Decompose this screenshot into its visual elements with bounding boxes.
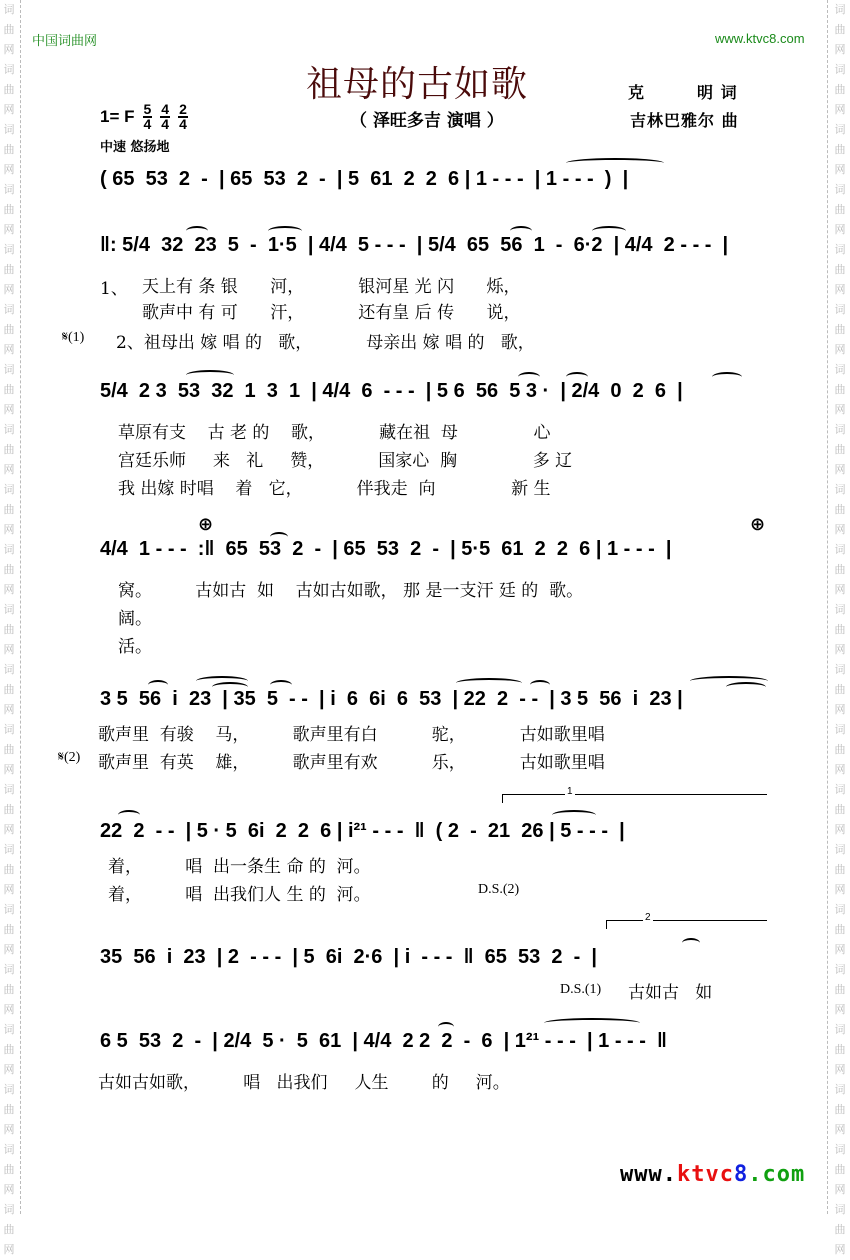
coda-icon: ⊕	[198, 514, 214, 535]
watermark-text: 词 曲 网	[3, 303, 15, 356]
ds-1-label: D.S.(1)	[560, 982, 602, 997]
volta-bracket-2: 2	[606, 920, 767, 929]
notation-line: 35 56 i 23 | 2 - - - | 5 6i 2·6 | i - - - ‖ 65 53 2 - |	[100, 946, 597, 968]
lyric-line-1: 着， 唱 出一条生 命 的 河。	[108, 857, 371, 877]
watermark-text: 词 曲 网	[3, 783, 15, 836]
lyric-line-1: 窝。 古如古 如 古如古如歌， 那 是一支汗 廷 的 歌。	[118, 581, 584, 601]
watermark-text: 词 曲 网	[834, 543, 846, 596]
lyric-line-1: 天上有 条 银 河， 银河星 光 闪 烁，	[142, 277, 521, 297]
lyric-line-3: 2、祖母出 嫁 唱 的 歌， 母亲出 嫁 唱 的 歌，	[116, 333, 535, 353]
watermark-text: 词 曲 网	[3, 63, 15, 116]
watermark-text: 词 曲 网	[834, 783, 846, 836]
footer-site-url[interactable]: www.ktvc8.com	[620, 1162, 806, 1187]
watermark-text: 词 曲 网	[834, 63, 846, 116]
watermark-text: 词 曲 网	[834, 1203, 846, 1256]
watermark-text: 词 曲 网	[834, 1023, 846, 1076]
watermark-text: 词 曲 网	[3, 543, 15, 596]
left-watermark-strip	[0, 0, 21, 1256]
watermark-text: 词 曲 网	[3, 603, 15, 656]
watermark-text: 词 曲 网	[834, 363, 846, 416]
watermark-text: 词 曲 网	[834, 303, 846, 356]
slur-arc	[726, 682, 766, 692]
tie-arc	[544, 1018, 640, 1028]
time-signature-5-4: $\frac{5}{4}$	[143, 101, 152, 132]
lyric-line-3: 我 出嫁 时唱 着 它， 伴我走 向 新 生	[118, 479, 551, 499]
watermark-text: 词 曲 网	[834, 483, 846, 536]
lyric-line-1: 古如古如歌， 唱 出我们 人生 的 河。	[98, 1073, 510, 1093]
performer: （ 泽旺多吉 演唱 ）	[350, 111, 504, 131]
watermark-text: 词 曲 网	[3, 123, 15, 176]
lyric-line-2: 阔。	[118, 609, 152, 629]
watermark-text: 词 曲 网	[3, 183, 15, 236]
volta-bracket-1: 1	[502, 794, 767, 803]
page-title: 祖母的古如歌	[306, 64, 529, 105]
slur-arc	[682, 938, 700, 948]
ds-2-label: D.S.(2)	[478, 882, 520, 897]
watermark-text: 词 曲 网	[3, 663, 15, 716]
notation-line: ‖: 5/4 32 23 5 - 1·5 | 4/4 5 - - - | 5/4 65 56 1 - 6·2 | 4/4 2 - - - |	[100, 234, 729, 256]
lyricist-credit	[628, 80, 738, 103]
watermark-text: 词 曲 网	[3, 903, 15, 956]
notation-line: 6 5 53 2 - | 2/4 5 · 5 61 | 4/4 2 2 2 - 6 | 1²¹ - - - | 1 - - - ‖	[100, 1030, 667, 1052]
site-url[interactable]: www.ktvc8.com	[715, 31, 805, 46]
notation-line: 3 5 56 i 23 | 35 5 - - | i 6 6i 6 53 | 22 2 - - | 3 5 56 i 23 |	[100, 688, 683, 710]
notation-line: 22 2 - - | 5 · 5 6i 2 2 6 | i²¹ - - - ‖ ( 2 - 21 26 | 5 - - - |	[100, 820, 625, 842]
lyricist-name-1: 克	[628, 83, 646, 102]
watermark-text: 词 曲 网	[834, 903, 846, 956]
watermark-text: 词 曲 网	[3, 363, 15, 416]
tie-arc	[566, 158, 664, 168]
watermark-text: 词 曲 网	[3, 243, 15, 296]
watermark-text: 词 曲 网	[834, 3, 846, 56]
slur-arc	[552, 810, 596, 820]
time-signature-2-4: $\frac{2}{4}$	[179, 101, 187, 132]
watermark-text: 词 曲 网	[834, 1143, 846, 1196]
notation-line: 5/4 2 3 53 32 1 3 1 | 4/4 6 - - - | 5 6 56 5 3 · | 2/4 0 2 6 |	[100, 380, 683, 402]
watermark-text: 词 曲 网	[3, 843, 15, 896]
site-name: 中国词曲网	[32, 34, 98, 49]
segno-1-label: 𝄋(1)	[62, 330, 85, 345]
lyric-line-2: 着， 唱 出我们人 生 的 河。	[108, 885, 371, 905]
lyricist-name-2: 明	[697, 83, 715, 102]
lyric-line-2: 宫廷乐师 来 礼 赞， 国家心 胸 多 辽	[118, 451, 573, 471]
watermark-text: 词 曲 网	[3, 423, 15, 476]
watermark-text: 词 曲 网	[3, 483, 15, 536]
watermark-text: 词 曲 网	[834, 423, 846, 476]
time-signature-4-4: $\frac{4}{4}$	[161, 101, 170, 132]
notation-line: ( 65 53 2 - | 65 53 2 - | 5 61 2 2 6 | 1 - - - | 1 - - - ) |	[100, 168, 629, 190]
right-watermark-strip	[827, 0, 850, 1256]
coda-icon: ⊕	[750, 514, 766, 535]
watermark-text: 词 曲 网	[834, 1083, 846, 1136]
watermark-text: 词 曲 网	[3, 963, 15, 1016]
watermark-text: 词 曲 网	[3, 1083, 15, 1136]
watermark-text: 词 曲 网	[834, 243, 846, 296]
watermark-text: 词 曲 网	[3, 3, 15, 56]
watermark-text: 词 曲 网	[834, 123, 846, 176]
watermark-text: 词 曲 网	[834, 603, 846, 656]
lyric-line-1: 草原有支 古 老 的 歌， 藏在祖 母 心	[118, 423, 551, 443]
watermark-text: 词 曲 网	[3, 1023, 15, 1076]
slur-arc	[456, 678, 522, 688]
lyric-line-2: 歌声中 有 可 汗， 还有皇 后 传 说，	[142, 303, 521, 323]
watermark-text: 词 曲 网	[834, 663, 846, 716]
slur-arc	[118, 810, 140, 820]
watermark-text: 词 曲 网	[3, 1203, 15, 1256]
lyric-line-2: 歌声里 有英 雄， 歌声里有欢 乐， 古如歌里唱	[98, 753, 605, 773]
segno-2-label: 𝄋(2)	[58, 750, 81, 765]
lyric-line-1: 歌声里 有骏 马， 歌声里有白 驼， 古如歌里唱	[98, 725, 605, 745]
lyric-line-3: 活。	[118, 637, 152, 657]
tempo-marking: 中速 悠扬地	[100, 140, 170, 155]
key-label: 1= F	[100, 107, 135, 126]
watermark-text: 词 曲 网	[3, 1143, 15, 1196]
watermark-text: 词 曲 网	[834, 843, 846, 896]
watermark-text: 词 曲 网	[834, 183, 846, 236]
watermark-text: 词 曲 网	[834, 723, 846, 776]
watermark-text: 词 曲 网	[834, 963, 846, 1016]
lyricist-role: 词	[720, 83, 738, 102]
lyric-line-1: 古如古 如	[628, 983, 713, 1003]
composer-credit: 吉林巴雅尔 曲	[630, 111, 739, 130]
slur-arc	[186, 370, 234, 380]
slur-arc	[712, 372, 742, 382]
key-signature	[100, 103, 188, 131]
verse-label: 1、	[100, 279, 128, 299]
notation-line: 4/4 1 - - - :‖ 65 53 2 - | 65 53 2 - | 5·5 61 2 2 6 | 1 - - - |	[100, 538, 672, 560]
watermark-text: 词 曲 网	[3, 723, 15, 776]
